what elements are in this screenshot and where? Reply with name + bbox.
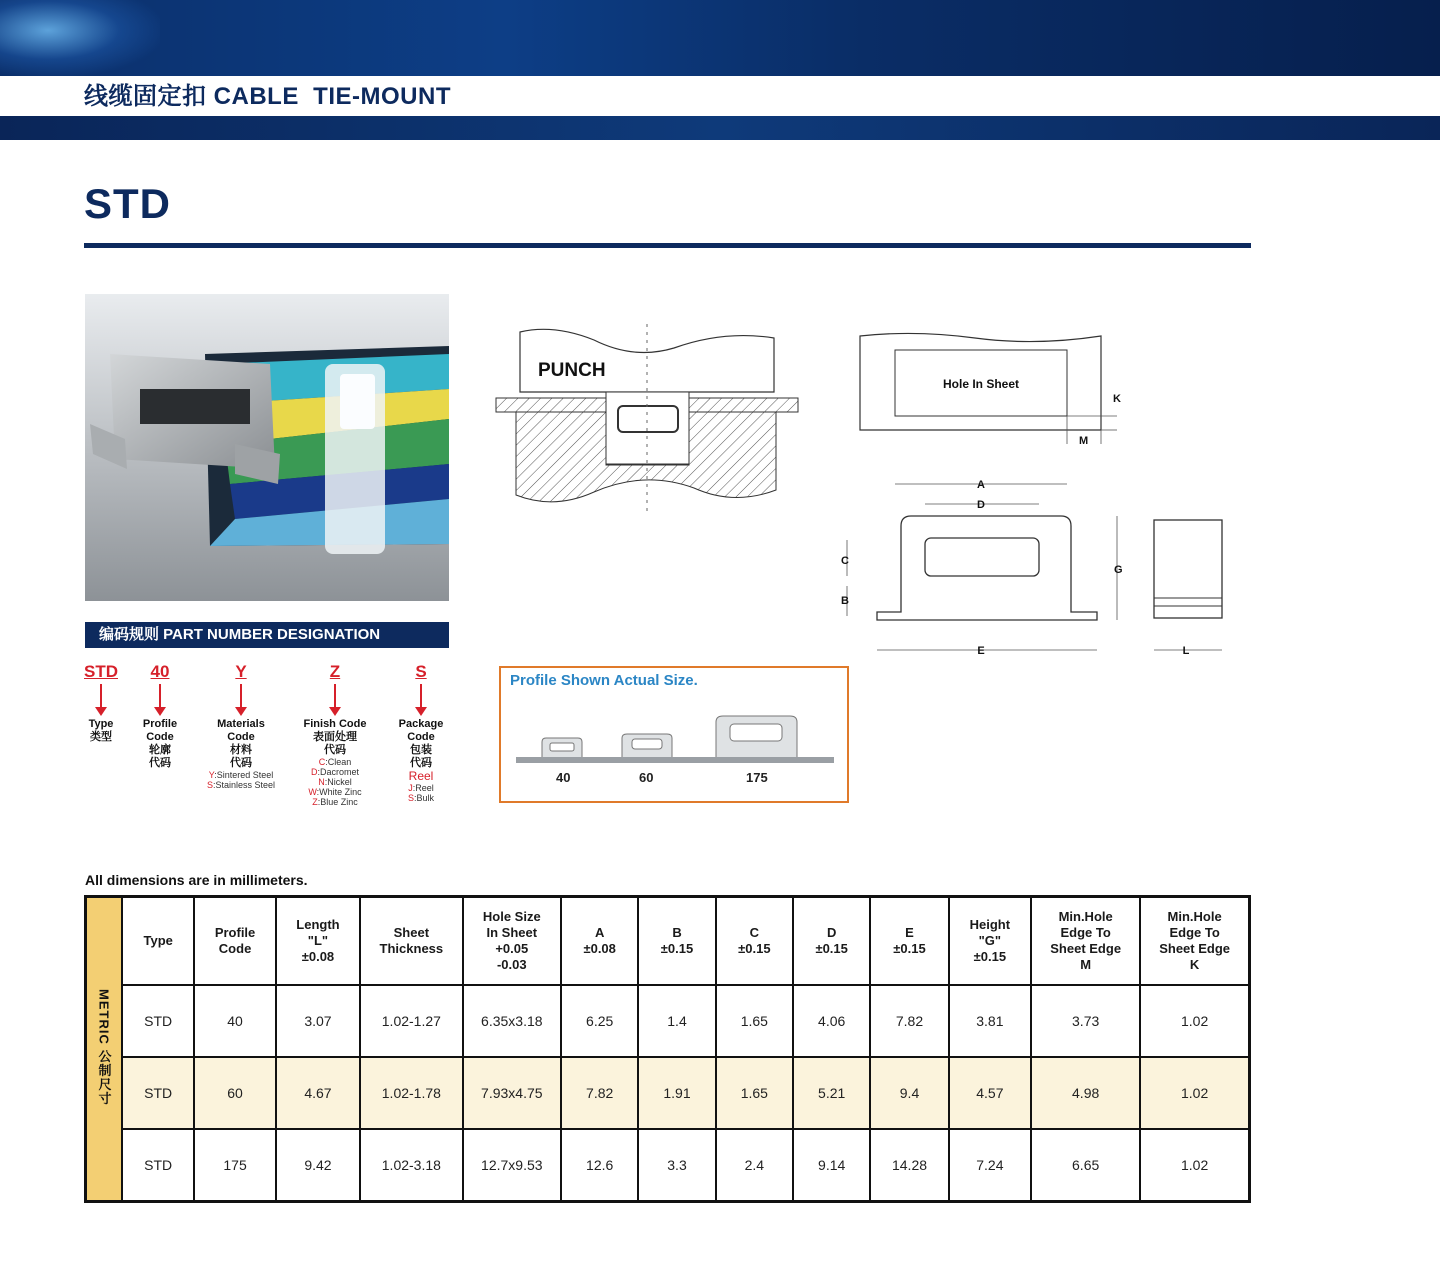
- table-cell: 1.02: [1140, 1129, 1249, 1202]
- finish-option: C:Clean: [318, 757, 352, 767]
- table-cell: 3.07: [276, 985, 360, 1057]
- table-cell: 6.35x3.18: [463, 985, 561, 1057]
- finish-option: D:Dacromet: [310, 767, 360, 777]
- table-cell: STD: [122, 1129, 194, 1202]
- section-title: STD: [84, 180, 171, 227]
- code-profile-value: 40: [150, 662, 170, 681]
- table-cell: 6.65: [1031, 1129, 1140, 1202]
- punch-diagram: [494, 320, 804, 520]
- svg-text:K: K: [1113, 393, 1121, 405]
- finish-option: W:White Zinc: [308, 787, 362, 797]
- table-cell: 175: [194, 1129, 275, 1202]
- table-cell: 7.24: [949, 1129, 1031, 1202]
- side-view-diagram: [1148, 514, 1232, 660]
- package-option: S:Bulk: [407, 793, 435, 803]
- code-profile-label: Profile Code 轮廓 代码: [142, 718, 178, 769]
- table-cell: 7.93x4.75: [463, 1057, 561, 1129]
- col-header: Min.Hole Edge To Sheet Edge M: [1031, 897, 1140, 986]
- table-row: [86, 1057, 1250, 1129]
- arrow-down-icon: [334, 684, 336, 708]
- page-title-en: CABLE TIE-MOUNT: [213, 83, 451, 110]
- col-header: Hole Size In Sheet +0.05 -0.03: [463, 897, 561, 986]
- col-header: Type: [122, 897, 194, 986]
- col-header: E ±0.15: [870, 897, 948, 986]
- col-header: D ±0.15: [793, 897, 870, 986]
- profile-label-40: 40: [556, 770, 571, 785]
- col-header: C ±0.15: [716, 897, 793, 986]
- svg-text:L: L: [1182, 645, 1190, 657]
- front-view-diagram: [835, 476, 1135, 660]
- code-finish-label: Finish Code 表面处理 代码: [303, 718, 367, 756]
- svg-text:C: C: [841, 555, 849, 567]
- table-cell: 3.81: [949, 985, 1031, 1057]
- table-cell: 7.82: [561, 1057, 638, 1129]
- table-cell: 3.73: [1031, 985, 1140, 1057]
- banner-globe-graphic: [0, 0, 160, 76]
- col-header: Height "G" ±0.15: [949, 897, 1031, 986]
- table-cell: 6.25: [561, 985, 638, 1057]
- code-materials-label: Materials Code 材料 代码: [217, 718, 265, 769]
- code-package: [366, 662, 476, 803]
- package-option: J:Reel: [408, 783, 434, 793]
- section-rule: [84, 243, 1251, 248]
- svg-text:G: G: [1114, 564, 1123, 576]
- profile-label-60: 60: [639, 770, 654, 785]
- table-cell: 60: [194, 1057, 275, 1129]
- table-cell: 4.98: [1031, 1057, 1140, 1129]
- finish-option: N:Nickel: [318, 777, 352, 787]
- code-package-label: Package Code 包装 代码: [398, 718, 444, 769]
- profile-shapes: [512, 710, 838, 766]
- table-header-row: [86, 897, 1250, 986]
- code-package-value: S: [415, 662, 427, 681]
- table-cell: 4.67: [276, 1057, 360, 1129]
- table-cell: 1.02-1.78: [360, 1057, 462, 1129]
- table-row: [86, 985, 1250, 1057]
- table-cell: 1.4: [638, 985, 715, 1057]
- table-cell: 4.57: [949, 1057, 1031, 1129]
- page-title-cn: 线缆固定扣: [84, 83, 207, 110]
- product-photo: [85, 294, 449, 601]
- code-type-label: Type 类型: [88, 718, 114, 743]
- table-cell: 9.4: [870, 1057, 948, 1129]
- col-header: B ±0.15: [638, 897, 715, 986]
- table-cell: STD: [122, 985, 194, 1057]
- table-cell: 12.6: [561, 1129, 638, 1202]
- svg-text:M: M: [1079, 435, 1089, 447]
- page-title: [84, 80, 451, 114]
- arrow-down-icon: [240, 684, 242, 708]
- table-cell: 9.14: [793, 1129, 870, 1202]
- arrow-down-icon: [159, 684, 161, 708]
- table-cell: 14.28: [870, 1129, 948, 1202]
- table-cell: 1.91: [638, 1057, 715, 1129]
- material-option: Y:Sintered Steel: [208, 770, 274, 780]
- punch-label: PUNCH: [538, 360, 606, 381]
- table-cell: 1.02-1.27: [360, 985, 462, 1057]
- table-cell: 1.02: [1140, 1057, 1249, 1129]
- table-cell: 12.7x9.53: [463, 1129, 561, 1202]
- table-cell: 1.02-3.18: [360, 1129, 462, 1202]
- designation-heading: 编码规则 PART NUMBER DESIGNATION: [85, 622, 449, 648]
- arrow-down-icon: [100, 684, 102, 708]
- dimensions-table: [84, 895, 1251, 1203]
- profile-title: Profile Shown Actual Size.: [510, 672, 698, 689]
- hole-in-sheet-diagram: [855, 328, 1125, 458]
- arrow-down-icon: [420, 684, 422, 708]
- code-type-value: STD: [84, 662, 118, 681]
- col-header: Min.Hole Edge To Sheet Edge K: [1140, 897, 1249, 986]
- col-header: A ±0.08: [561, 897, 638, 986]
- table-cell: 2.4: [716, 1129, 793, 1202]
- table-cell: 5.21: [793, 1057, 870, 1129]
- profile-label-175: 175: [746, 770, 768, 785]
- svg-text:B: B: [841, 595, 849, 607]
- hole-label: Hole In Sheet: [942, 377, 1020, 391]
- col-header: Profile Code: [194, 897, 275, 986]
- material-option: S:Stainless Steel: [206, 780, 276, 790]
- svg-text:A: A: [977, 479, 985, 491]
- table-row: [86, 1129, 1250, 1202]
- col-header: Length "L" ±0.08: [276, 897, 360, 986]
- table-cell: STD: [122, 1057, 194, 1129]
- code-finish-value: Z: [329, 662, 341, 681]
- package-reel-note: Reel: [408, 769, 434, 783]
- header-banner: [0, 0, 1440, 76]
- header-divider-band: [0, 116, 1440, 140]
- table-cell: 9.42: [276, 1129, 360, 1202]
- table-cell: 7.82: [870, 985, 948, 1057]
- table-cell: 1.65: [716, 985, 793, 1057]
- table-cell: 3.3: [638, 1129, 715, 1202]
- table-cell: 1.02: [1140, 985, 1249, 1057]
- table-cell: 40: [194, 985, 275, 1057]
- metric-side-label: METRIC 公制尺寸: [86, 897, 123, 1202]
- svg-text:E: E: [977, 645, 985, 657]
- dimensions-note: All dimensions are in millimeters.: [85, 872, 308, 888]
- finish-option: Z:Blue Zinc: [312, 797, 358, 807]
- svg-text:D: D: [977, 499, 985, 511]
- table-cell: 1.65: [716, 1057, 793, 1129]
- table-cell: 4.06: [793, 985, 870, 1057]
- col-header: Sheet Thickness: [360, 897, 462, 986]
- code-materials-value: Y: [235, 662, 247, 681]
